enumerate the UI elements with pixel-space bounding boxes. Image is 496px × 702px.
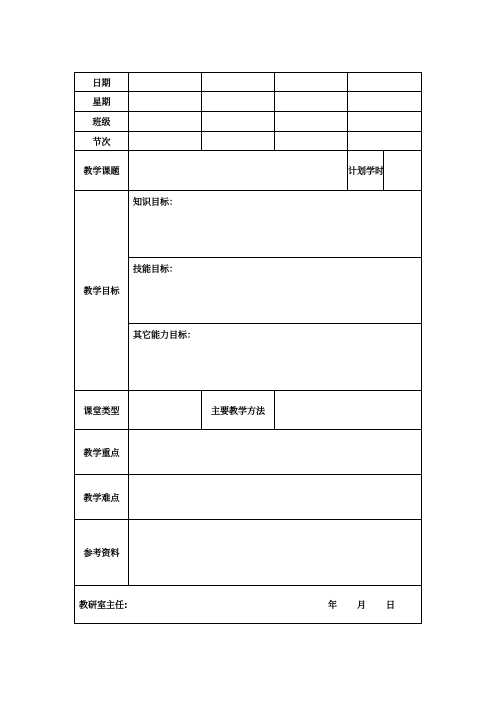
class-label: 班级 <box>75 112 129 132</box>
date-cell-1[interactable] <box>129 73 202 92</box>
knowledge-objective-row <box>75 191 422 258</box>
signature-cell[interactable] <box>75 586 422 624</box>
difficulties-row <box>75 475 422 520</box>
class-type-label: 课堂类型 <box>75 391 129 430</box>
class-type-row <box>75 391 422 430</box>
references-field[interactable] <box>129 520 422 586</box>
date-cell-3[interactable] <box>275 73 348 92</box>
planned-hours-field[interactable] <box>384 151 422 191</box>
skill-objective-field[interactable] <box>129 258 422 324</box>
date-cell-2[interactable] <box>202 73 275 92</box>
director-label: 教研室主任: <box>79 601 128 611</box>
class-cell-4[interactable] <box>348 112 422 132</box>
date-cell-4[interactable] <box>348 73 422 92</box>
knowledge-objective-label: 知识目标： <box>133 198 179 208</box>
teaching-method-label: 主要教学方法 <box>202 391 275 430</box>
difficulties-field[interactable] <box>129 475 422 520</box>
class-cell-2[interactable] <box>202 112 275 132</box>
period-label: 节次 <box>75 132 129 151</box>
key-points-label: 教学重点 <box>75 430 129 475</box>
class-row <box>75 112 422 132</box>
weekday-label: 星期 <box>75 92 129 112</box>
lesson-plan-form <box>74 72 422 624</box>
other-objective-field[interactable] <box>129 324 422 391</box>
weekday-cell-3[interactable] <box>275 92 348 112</box>
period-cell-4[interactable] <box>348 132 422 151</box>
day-label: 日 <box>385 601 395 611</box>
topic-row <box>75 151 422 191</box>
period-cell-2[interactable] <box>202 132 275 151</box>
period-row <box>75 132 422 151</box>
signature-row <box>75 586 422 624</box>
teaching-method-field[interactable] <box>275 391 422 430</box>
weekday-cell-2[interactable] <box>202 92 275 112</box>
difficulties-label: 教学难点 <box>75 475 129 520</box>
class-type-field[interactable] <box>129 391 202 430</box>
references-label: 参考资料 <box>75 520 129 586</box>
topic-label: 教学课题 <box>75 151 129 191</box>
topic-field[interactable] <box>129 151 348 191</box>
year-label: 年 <box>327 601 337 611</box>
month-label: 月 <box>356 601 366 611</box>
other-objective-label: 其它能力目标： <box>133 331 197 341</box>
period-cell-1[interactable] <box>129 132 202 151</box>
weekday-cell-1[interactable] <box>129 92 202 112</box>
objectives-label: 教学目标 <box>75 191 129 391</box>
period-cell-3[interactable] <box>275 132 348 151</box>
key-points-row <box>75 430 422 475</box>
planned-hours-label: 计划学时 <box>348 151 384 191</box>
knowledge-objective-field[interactable] <box>129 191 422 258</box>
weekday-row <box>75 92 422 112</box>
weekday-cell-4[interactable] <box>348 92 422 112</box>
date-row <box>75 73 422 92</box>
key-points-field[interactable] <box>129 430 422 475</box>
class-cell-1[interactable] <box>129 112 202 132</box>
date-label: 日期 <box>75 73 129 92</box>
skill-objective-label: 技能目标： <box>133 265 179 275</box>
references-row <box>75 520 422 586</box>
class-cell-3[interactable] <box>275 112 348 132</box>
